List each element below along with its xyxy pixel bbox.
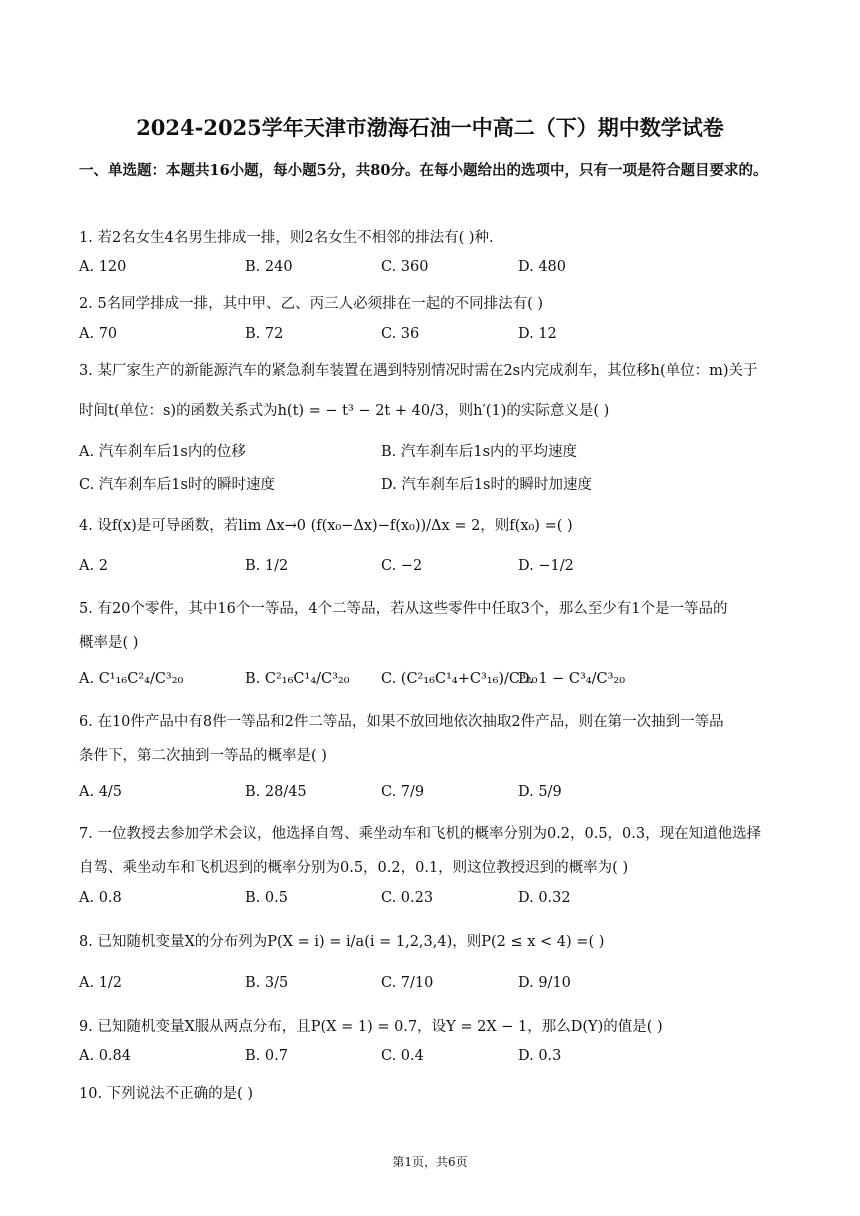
option-d: D. 0.32 bbox=[518, 890, 571, 906]
question-4-stem: 4. 设f(x)是可导函数，若lim Δx→0 (f(x₀−Δx)−f(x₀))/Δx = 2，则f(x₀) =( ) bbox=[79, 518, 573, 534]
question-2-options bbox=[79, 326, 779, 350]
question-6-stem-line2: 条件下，第二次抽到一等品的概率是( ) bbox=[79, 748, 327, 764]
option-c: C. 汽车刹车后1s时的瞬时速度 bbox=[79, 477, 275, 493]
option-c: C. 360 bbox=[381, 259, 429, 275]
option-b: B. 3/5 bbox=[245, 975, 289, 991]
option-a: A. 4/5 bbox=[79, 784, 123, 800]
option-c: C. −2 bbox=[381, 558, 423, 574]
option-b: B. 0.5 bbox=[245, 890, 288, 906]
option-a: A. 70 bbox=[79, 326, 118, 342]
option-d: D. −1/2 bbox=[518, 558, 574, 574]
option-a: A. 1/2 bbox=[79, 975, 123, 991]
question-6-stem-line1: 6. 在10件产品中有8件一等品和2件二等品，如果不放回地依次抽取2件产品，则在第一次抽到一等品 bbox=[79, 714, 724, 730]
page-number: 第1页，共6页 bbox=[392, 1155, 468, 1169]
question-1-options bbox=[79, 259, 779, 283]
option-c: C. 36 bbox=[381, 326, 420, 342]
question-9-stem: 9. 已知随机变量X服从两点分布，且P(X = 1) = 0.7，设Y = 2X − 1，那么D(Y)的值是( ) bbox=[79, 1019, 663, 1035]
question-9-options bbox=[79, 1048, 779, 1072]
option-a: A. 120 bbox=[79, 259, 127, 275]
question-5-options bbox=[79, 671, 779, 695]
question-6-options bbox=[79, 784, 779, 808]
option-d: D. 5/9 bbox=[518, 784, 562, 800]
question-7-stem-line1: 7. 一位教授去参加学术会议，他选择自驾、乘坐动车和飞机的概率分别为0.2，0.5，0.3，现在知道他选择 bbox=[79, 826, 762, 842]
question-4-options bbox=[79, 558, 779, 582]
question-1-stem: 1. 若2名女生4名男生排成一排，则2名女生不相邻的排法有( )种. bbox=[79, 230, 494, 246]
option-c: C. 7/10 bbox=[381, 975, 434, 991]
page-title: 2024-2025学年天津市渤海石油一中高二（下）期中数学试卷 bbox=[136, 115, 724, 140]
option-a: A. 0.8 bbox=[79, 890, 122, 906]
option-a: A. 2 bbox=[79, 558, 108, 574]
question-7-stem-line2: 自驾、乘坐动车和飞机迟到的概率分别为0.5，0.2，0.1，则这位教授迟到的概率为( ) bbox=[79, 860, 629, 876]
option-a: A. 汽车刹车后1s内的位移 bbox=[79, 444, 246, 460]
option-b: B. C²₁₆C¹₄/C³₂₀ bbox=[245, 671, 350, 687]
option-d: D. 0.3 bbox=[518, 1048, 562, 1064]
option-a: A. C¹₁₆C²₄/C³₂₀ bbox=[79, 671, 184, 687]
option-b: B. 1/2 bbox=[245, 558, 289, 574]
question-8-stem: 8. 已知随机变量X的分布列为P(X = i) = i/a(i = 1,2,3,4)，则P(2 ≤ x < 4) =( ) bbox=[79, 934, 605, 950]
option-d: D. 12 bbox=[518, 326, 557, 342]
option-c: C. 0.4 bbox=[381, 1048, 424, 1064]
question-10-stem: 10. 下列说法不正确的是( ) bbox=[79, 1086, 254, 1102]
option-b: B. 0.7 bbox=[245, 1048, 288, 1064]
option-d: D. 1 − C³₄/C³₂₀ bbox=[518, 671, 626, 687]
option-b: B. 72 bbox=[245, 326, 284, 342]
question-2-stem: 2. 5名同学排成一排，其中甲、乙、丙三人必须排在一起的不同排法有( ) bbox=[79, 296, 544, 312]
option-d: D. 480 bbox=[518, 259, 567, 275]
question-7-options bbox=[79, 890, 779, 914]
question-5-stem-line2: 概率是( ) bbox=[79, 635, 139, 651]
question-3-options-row2 bbox=[79, 473, 779, 497]
section-heading: 一、单选题：本题共16小题，每小题5分，共80分。在每小题给出的选项中，只有一项是符合题目要求的。 bbox=[79, 162, 768, 179]
option-c: C. (C²₁₆C¹₄+C³₁₆)/C³₂₀ bbox=[381, 671, 538, 687]
option-a: A. 0.84 bbox=[79, 1048, 131, 1064]
option-d: D. 9/10 bbox=[518, 975, 571, 991]
question-3-stem-line1: 3. 某厂家生产的新能源汽车的紧急刹车装置在遇到特别情况时需在2s内完成刹车，其位移h(单位：m)关于 bbox=[79, 363, 758, 379]
question-8-options bbox=[79, 975, 779, 999]
option-c: C. 0.23 bbox=[381, 890, 434, 906]
option-b: B. 28/45 bbox=[245, 784, 307, 800]
option-b: B. 汽车刹车后1s内的平均速度 bbox=[381, 444, 578, 460]
option-d: D. 汽车刹车后1s时的瞬时加速度 bbox=[381, 477, 592, 493]
question-3-options-row1 bbox=[79, 440, 779, 464]
option-b: B. 240 bbox=[245, 259, 293, 275]
question-3-stem-line2: 时间t(单位：s)的函数关系式为h(t) = − t³ − 2t + 40/3，则h′(1)的实际意义是( ) bbox=[79, 403, 610, 419]
option-c: C. 7/9 bbox=[381, 784, 425, 800]
question-5-stem-line1: 5. 有20个零件，其中16个一等品，4个二等品，若从这些零件中任取3个，那么至少有1个是一等品的 bbox=[79, 601, 728, 617]
